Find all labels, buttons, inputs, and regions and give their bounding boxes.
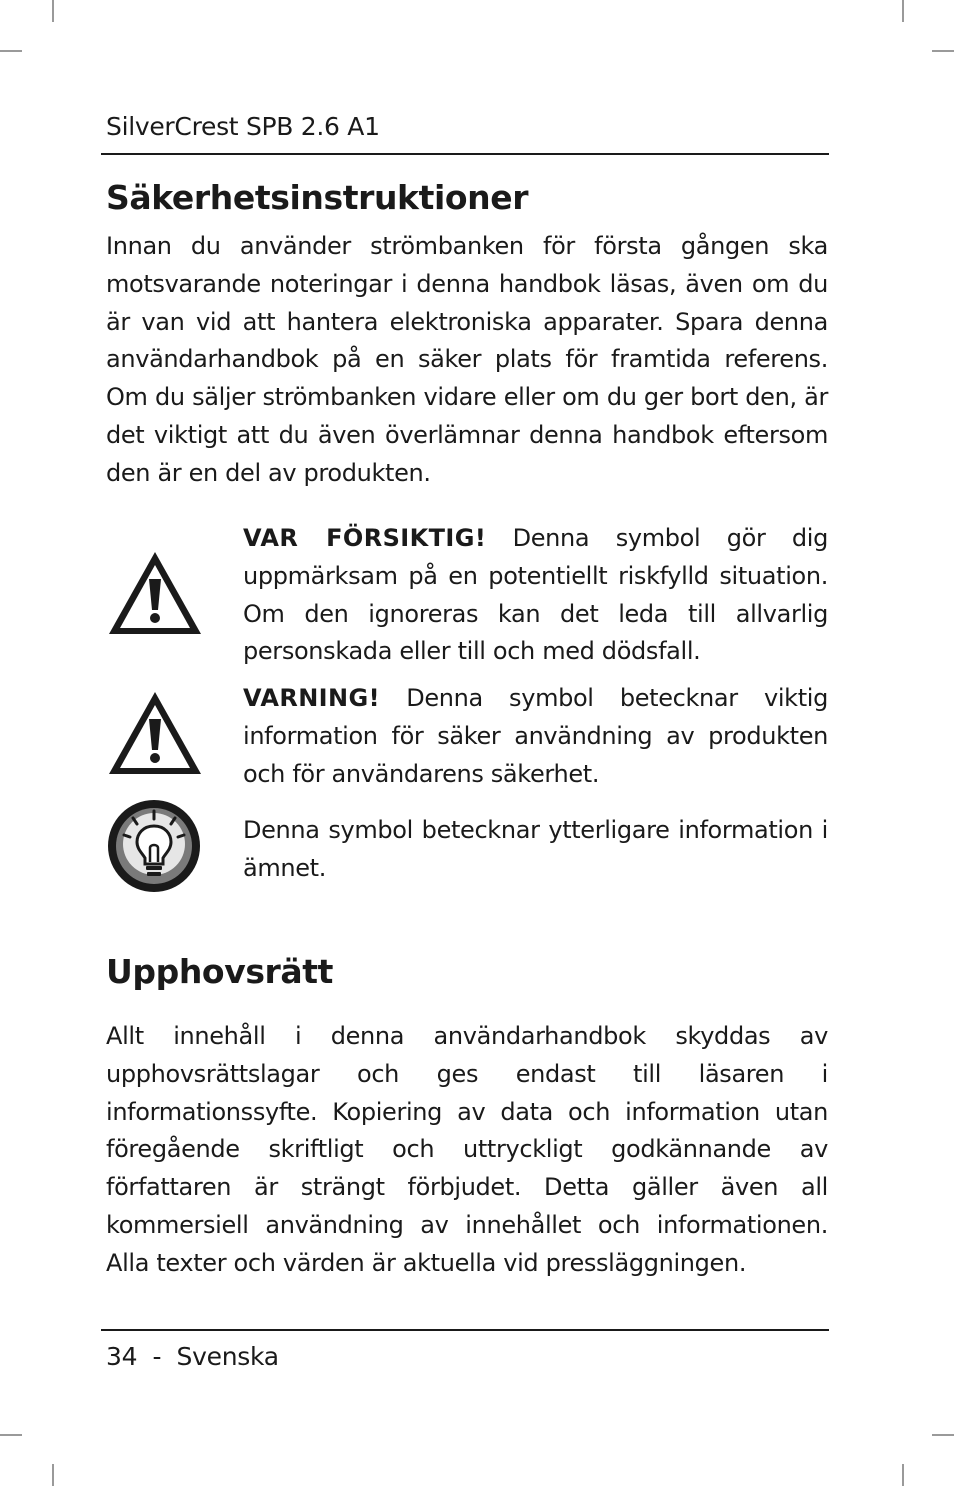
warning-notice — [243, 680, 828, 793]
footer-rule — [101, 1329, 829, 1331]
caution-text: Denna symbol gör dig uppmärksam på en potentiellt riskfylld situation. Om den ignoreras kan det leda till allvarlig personskada eller till och med dödsfall. — [243, 524, 828, 666]
page-footer — [106, 1340, 279, 1374]
warning-triangle-icon — [106, 548, 204, 638]
crop-mark — [902, 0, 904, 22]
safety-intro-paragraph: Innan du använder strömbanken för första gången ska motsvarande noteringar i denna handbok läsas, även om du är van vid att hantera elektroniska apparater. Spara denna användarhandbok på en säker plats för framtida referens. Om du säljer strömbanken vidare eller om du ger bort den, är det viktigt att du även överlämnar denna handbok eftersom den är en del av produkten. — [106, 232, 828, 487]
crop-mark — [932, 1434, 954, 1436]
info-notice: Denna symbol betecknar ytterligare information i ämnet. — [243, 816, 828, 882]
running-header: SilverCrest SPB 2.6 A1 — [106, 112, 380, 141]
footer-separator: - — [152, 1342, 162, 1371]
copyright-paragraph: Allt innehåll i denna användarhandbok skyddas av upphovsrättslagar och ges endast till läsaren i informationssyfte. Kopiering av data och information utan föregående skriftligt och uttryckligt godkännande av författaren är strängt förbjudet. Detta gäller även all kommersiell användning av innehållet och informationen. Alla texter och värden är aktuella vid pressläggningen. — [106, 1022, 828, 1277]
crop-mark — [932, 50, 954, 52]
crop-mark — [902, 1464, 904, 1486]
warning-text: Denna symbol betecknar viktig information för säker användning av produkten och för användarens säkerhet. — [243, 684, 828, 788]
copyright-heading: Upphovsrätt — [106, 952, 334, 991]
crop-mark — [52, 0, 54, 22]
crop-mark — [0, 1434, 22, 1436]
crop-mark — [52, 1464, 54, 1486]
crop-mark — [0, 50, 22, 52]
footer-language: Svenska — [176, 1342, 279, 1371]
caution-label: VAR FÖRSIKTIG! — [243, 524, 487, 552]
page-number: 34 — [106, 1342, 138, 1371]
lightbulb-info-icon — [106, 798, 202, 894]
warning-label: VARNING! — [243, 684, 380, 712]
caution-notice — [243, 520, 828, 671]
safety-heading: Säkerhetsinstruktioner — [106, 178, 529, 217]
warning-triangle-icon — [106, 688, 204, 778]
header-rule — [101, 153, 829, 155]
